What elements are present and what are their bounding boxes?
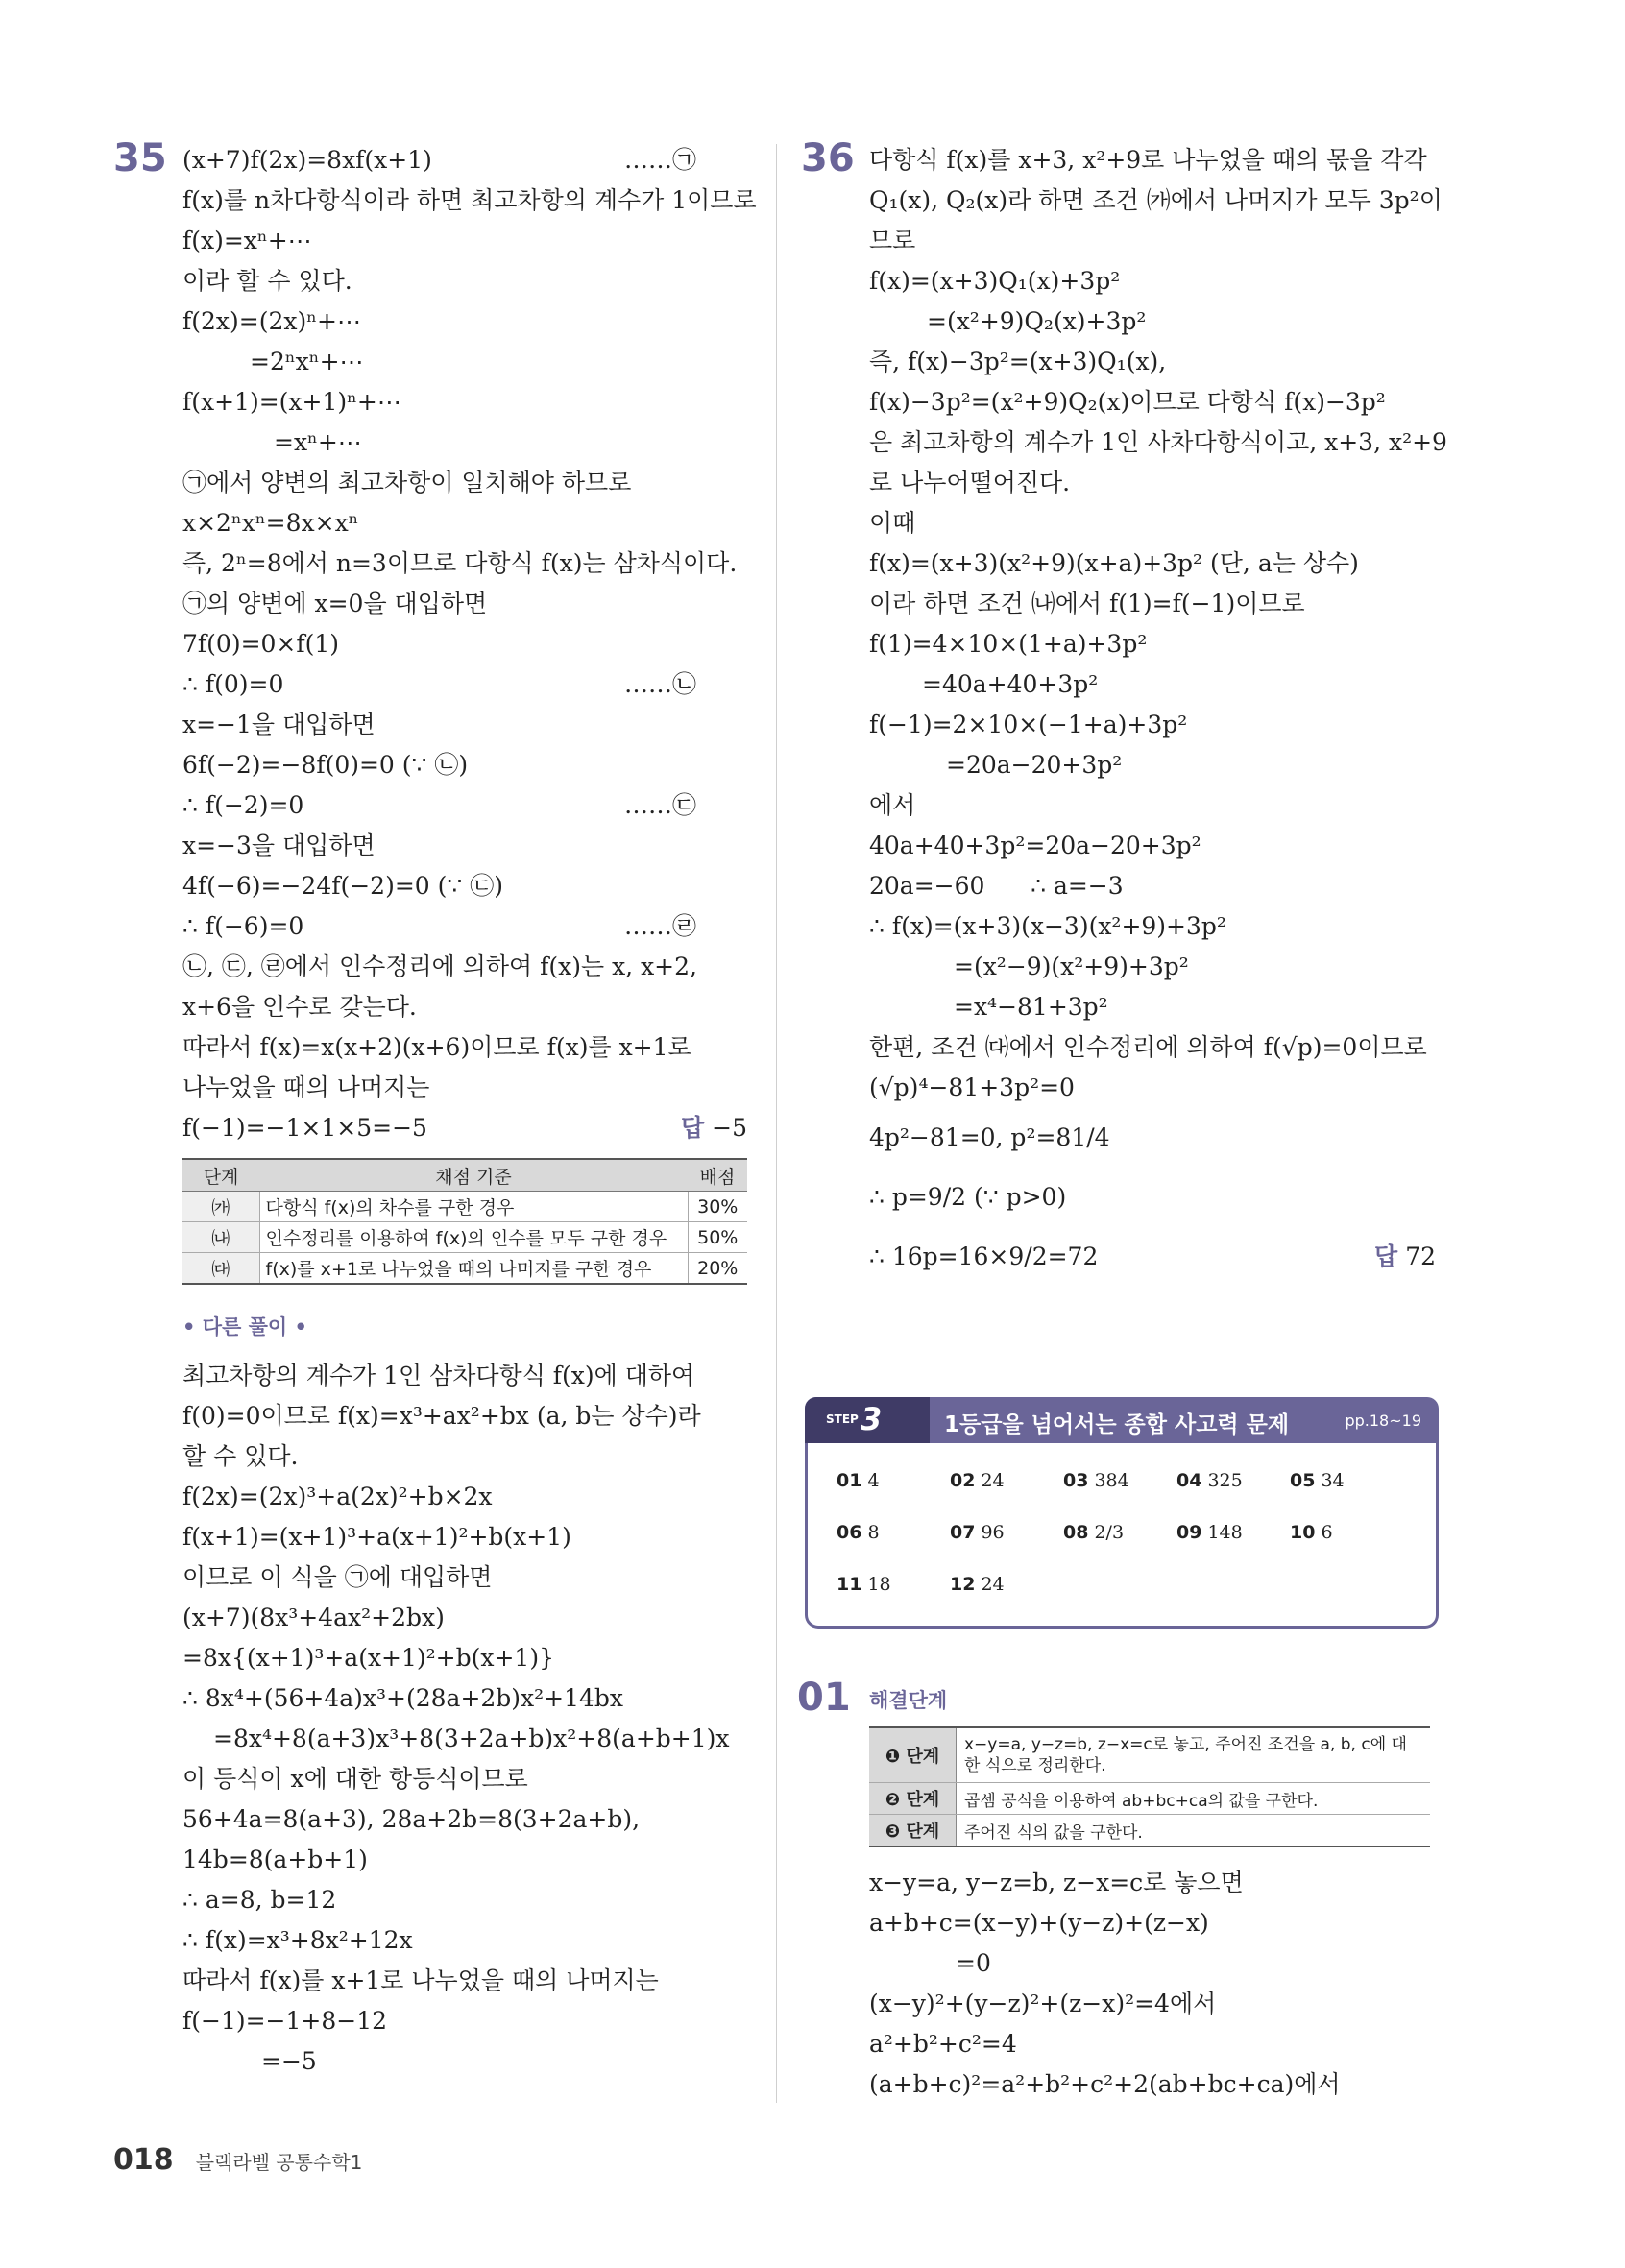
- q01-solution: [869, 1863, 1436, 2105]
- solution-line: x=−1을 대입하면: [182, 711, 376, 738]
- grading-row: [182, 1192, 747, 1222]
- solution-line: 4p²−81=0, p²=81/4: [869, 1123, 1110, 1151]
- answer-item: 12 24: [950, 1574, 1005, 1595]
- answer-item: 03 384: [1063, 1470, 1129, 1491]
- solution-line: 7f(0)=0×f(1): [182, 630, 340, 658]
- solution-line: =0: [956, 1949, 991, 1977]
- step-title: 1등급을 넘어서는 종합 사고력 문제: [944, 1412, 1290, 1437]
- solution-line: =20a−20+3p²: [946, 751, 1123, 779]
- solution-line: f(x)=(x+3)Q₁(x)+3p²: [869, 267, 1121, 295]
- step-text: x−y=a, y−z=b, z−x=c로 놓고, 주어진 조건을 a, b, c에 대한 식으로 정리한다.: [957, 1727, 1431, 1783]
- solution-line: =2ⁿxⁿ+⋯: [250, 348, 364, 375]
- step-text: 주어진 식의 값을 구한다.: [957, 1815, 1431, 1847]
- solution-line: (x−y)²+(y−z)²+(z−x)²=4에서: [869, 1990, 1217, 2017]
- solution-line: ∴ f(0)=0 ……㉡: [182, 664, 747, 705]
- answer-item: 01 4: [837, 1470, 880, 1491]
- answer: 답 72: [1374, 1243, 1436, 1270]
- solution-line: ∴ f(−6)=0 ……㉣: [182, 906, 747, 947]
- step3-answer-box: [805, 1397, 1439, 1629]
- solution-line: 므로: [869, 227, 916, 254]
- solution-line: 은 최고차항의 계수가 1인 사차다항식이고, x+3, x²+9: [869, 428, 1447, 456]
- grading-criterion: 인수정리를 이용하여 f(x)의 인수를 모두 구한 경우: [259, 1222, 688, 1253]
- solution-line: f(2x)=(2x)ⁿ+⋯: [182, 307, 361, 335]
- column-divider: [776, 144, 777, 2103]
- alt-line: ∴ f(x)=x³+8x²+12x: [182, 1926, 413, 1954]
- equation-mark: ……㉣: [624, 912, 697, 940]
- alt-line: 이므로 이 식을 ㉠에 대입하면: [182, 1563, 493, 1591]
- alt-line: ∴ 8x⁴+(56+4a)x³+(28a+2b)x²+14bx: [182, 1684, 624, 1712]
- alt-line: (x+7)(8x³+4ax²+2bx): [182, 1604, 445, 1631]
- alt-line: f(2x)=(2x)³+a(2x)²+b×2x: [182, 1483, 493, 1510]
- step-text: 곱셈 공식을 이용하여 ab+bc+ca의 값을 구한다.: [957, 1783, 1431, 1815]
- solution-line: =x⁴−81+3p²: [954, 993, 1108, 1021]
- step-row: [869, 1815, 1430, 1847]
- solution-line: 다항식 f(x)를 x+3, x²+9로 나누었을 때의 몫을 각각: [869, 146, 1427, 174]
- solution-line: (√p)⁴−81+3p²=0: [869, 1074, 1075, 1101]
- solution-line: x×2ⁿxⁿ=8x×xⁿ: [182, 509, 359, 537]
- solution-line: ∴ f(x)=(x+3)(x−3)(x²+9)+3p²: [869, 912, 1226, 940]
- step-label: ❶ 단계: [869, 1727, 957, 1783]
- grading-header: 배점: [688, 1159, 747, 1192]
- solution-line: 이라 할 수 있다.: [182, 267, 352, 295]
- solution-line: Q₁(x), Q₂(x)라 하면 조건 ㈎에서 나머지가 모두 3p²이: [869, 186, 1443, 214]
- alt-line: =−5: [261, 2047, 317, 2075]
- solution-line: 40a+40+3p²=20a−20+3p²: [869, 832, 1201, 859]
- alt-line: =8x⁴+8(a+3)x³+8(3+2a+b)x²+8(a+b+1)x: [213, 1725, 730, 1752]
- answer-item: 10 6: [1290, 1522, 1333, 1543]
- solution-line: 즉, 2ⁿ=8에서 n=3이므로 다항식 f(x)는 삼차식이다.: [182, 549, 738, 577]
- page-number: 018: [113, 2143, 174, 2177]
- grading-step: ㈏: [182, 1222, 259, 1253]
- solution-line: x−y=a, y−z=b, z−x=c로 놓으면: [869, 1869, 1244, 1896]
- solution-line: 즉, f(x)−3p²=(x+3)Q₁(x),: [869, 348, 1167, 375]
- book-title: 블랙라벨 공통수학1: [195, 2151, 363, 2174]
- grading-step: ㈎: [182, 1192, 259, 1222]
- page-range: pp.18~19: [1345, 1411, 1421, 1430]
- solution-line: 20a=−60 ∴ a=−3: [869, 872, 1124, 900]
- alt-line: 따라서 f(x)를 x+1로 나누었을 때의 나머지는: [182, 1966, 659, 1994]
- answer-item: 11 18: [837, 1574, 891, 1595]
- grading-criterion: f(x)를 x+1로 나누었을 때의 나머지를 구한 경우: [259, 1253, 688, 1285]
- grading-score: 20%: [688, 1253, 747, 1285]
- alt-line: 최고차항의 계수가 1인 삼차다항식 f(x)에 대하여: [182, 1362, 695, 1389]
- grading-row: [182, 1222, 747, 1253]
- answer-item: 09 148: [1176, 1522, 1243, 1543]
- solution-line: =(x²−9)(x²+9)+3p²: [954, 953, 1189, 980]
- alt-line: 14b=8(a+b+1): [182, 1846, 368, 1873]
- solution-line: x=−3을 대입하면: [182, 832, 376, 859]
- grading-score: 50%: [688, 1222, 747, 1253]
- step3-header: [805, 1397, 1439, 1443]
- solution-line: a²+b²+c²=4: [869, 2030, 1017, 2058]
- step-row: [869, 1727, 1430, 1783]
- solution-line: f(x)를 n차다항식이라 하면 최고차항의 계수가 1이므로: [182, 186, 757, 214]
- alt-line: ∴ a=8, b=12: [182, 1886, 337, 1914]
- answer: 답 −5: [680, 1114, 747, 1142]
- solution-line: =xⁿ+⋯: [274, 428, 362, 456]
- alt-line: 이 등식이 x에 대한 항등식이므로: [182, 1765, 528, 1793]
- answer-item: 02 24: [950, 1470, 1005, 1491]
- solution-line: f(1)=4×10×(1+a)+3p²: [869, 630, 1148, 658]
- answer-item: 08 2/3: [1063, 1522, 1125, 1543]
- solution-line: 이때: [869, 509, 916, 537]
- problem-number: 35: [113, 136, 167, 181]
- solution-line: =40a+40+3p²: [922, 670, 1099, 698]
- equation-mark: ……㉢: [624, 791, 697, 819]
- solution-line: f(x)−3p²=(x²+9)Q₂(x)이므로 다항식 f(x)−3p²: [869, 388, 1386, 416]
- grading-table: [182, 1158, 747, 1285]
- solution-line: 6f(−2)=−8f(0)=0 (∵ ㉡): [182, 751, 469, 779]
- step-label: ❸ 단계: [869, 1815, 957, 1847]
- step-label: ❷ 단계: [869, 1783, 957, 1815]
- step-row: [869, 1783, 1430, 1815]
- page-footer: [113, 2143, 362, 2177]
- equation-mark: ……㉡: [624, 670, 697, 698]
- solution-line: (a+b+c)²=a²+b²+c²+2(ab+bc+ca)에서: [869, 2070, 1341, 2098]
- solution-line: f(x)=xⁿ+⋯: [182, 227, 312, 254]
- problem-36-solution: [869, 140, 1447, 1287]
- solution-line: ∴ p=9/2 (∵ p>0): [869, 1183, 1067, 1211]
- alt-line: 할 수 있다.: [182, 1442, 299, 1470]
- step-number: 3: [861, 1401, 883, 1437]
- grading-row: [182, 1253, 747, 1285]
- problem-35-solution: [182, 140, 757, 2082]
- answer-item: 05 34: [1290, 1470, 1345, 1491]
- solution-line: ∴ 16p=16×9/2=72 답 72: [869, 1227, 1436, 1287]
- solution-steps-heading: 해결단계: [869, 1689, 948, 1712]
- solution-line: 나누었을 때의 나머지는: [182, 1074, 430, 1101]
- answer-item: 06 8: [837, 1522, 880, 1543]
- answer-item: 07 96: [950, 1522, 1005, 1543]
- grading-step: ㈐: [182, 1253, 259, 1285]
- alt-line: =8x{(x+1)³+a(x+1)²+b(x+1)}: [182, 1644, 554, 1672]
- solution-line: f(x)=(x+3)(x²+9)(x+a)+3p² (단, a는 상수): [869, 549, 1359, 577]
- answer-item: 04 325: [1176, 1470, 1243, 1491]
- alt-line: f(0)=0이므로 f(x)=x³+ax²+bx (a, b는 상수)라: [182, 1402, 701, 1430]
- step-label: STEP: [826, 1412, 859, 1426]
- solution-line: 에서: [869, 791, 916, 819]
- solution-line: 따라서 f(x)=x(x+2)(x+6)이므로 f(x)를 x+1로: [182, 1033, 691, 1061]
- grading-header: 단계: [182, 1159, 259, 1192]
- solution-line: 한편, 조건 ㈐에서 인수정리에 의하여 f(√p)=0이므로: [869, 1033, 1427, 1061]
- solution-line: ㉠에서 양변의 최고차항이 일치해야 하므로: [182, 469, 632, 496]
- solution-line: ∴ f(−2)=0 ……㉢: [182, 785, 747, 826]
- solution-line: (x+7)f(2x)=8xf(x+1) ……㉠: [182, 140, 747, 181]
- answer-grid: [805, 1443, 1439, 1629]
- alt-line: f(−1)=−1+8−12: [182, 2007, 388, 2035]
- solution-steps-table: [869, 1726, 1430, 1847]
- solution-line: f(−1)=−1×1×5=−5 답 −5: [182, 1108, 747, 1148]
- solution-line: x+6을 인수로 갖는다.: [182, 993, 417, 1021]
- solution-line: =(x²+9)Q₂(x)+3p²: [927, 307, 1147, 335]
- solution-line: ㉠의 양변에 x=0을 대입하면: [182, 590, 488, 617]
- solution-line: f(x+1)=(x+1)ⁿ+⋯: [182, 388, 401, 416]
- solution-line: 4f(−6)=−24f(−2)=0 (∵ ㉢): [182, 872, 503, 900]
- solution-line: ㉡, ㉢, ㉣에서 인수정리에 의하여 f(x)는 x, x+2,: [182, 953, 697, 980]
- solution-line: a+b+c=(x−y)+(y−z)+(z−x): [869, 1909, 1209, 1937]
- solution-line: 이라 하면 조건 ㈏에서 f(1)=f(−1)이므로: [869, 590, 1305, 617]
- grading-score: 30%: [688, 1192, 747, 1222]
- grading-criterion: 다항식 f(x)의 차수를 구한 경우: [259, 1192, 688, 1222]
- solution-line: 로 나누어떨어진다.: [869, 469, 1071, 496]
- alternative-solution-title: • 다른 풀이 •: [182, 1315, 307, 1339]
- step-tag: [805, 1397, 930, 1443]
- grading-header: 채점 기준: [259, 1159, 688, 1192]
- problem-number: 36: [801, 136, 855, 181]
- equation-mark: ……㉠: [624, 146, 697, 174]
- alt-line: f(x+1)=(x+1)³+a(x+1)²+b(x+1): [182, 1523, 571, 1551]
- alt-line: 56+4a=8(a+3), 28a+2b=8(3+2a+b),: [182, 1805, 641, 1833]
- solution-line: f(−1)=2×10×(−1+a)+3p²: [869, 711, 1188, 738]
- problem-number: 01: [797, 1676, 851, 1720]
